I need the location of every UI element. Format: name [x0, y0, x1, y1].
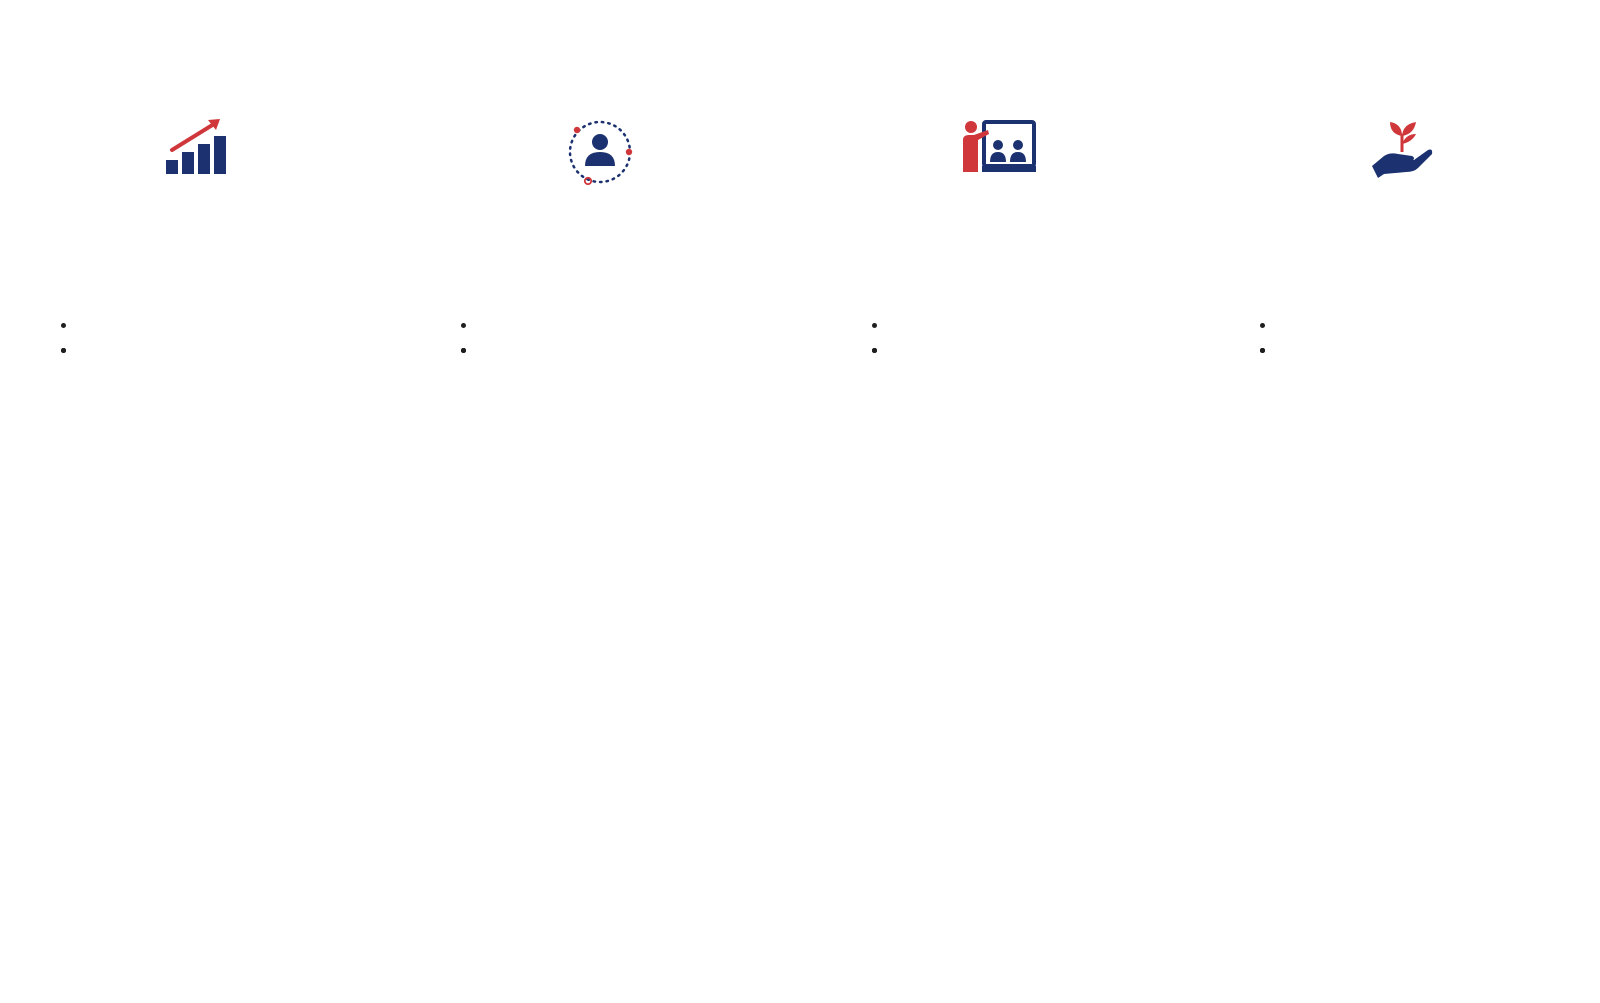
growth-chart-icon	[164, 116, 228, 178]
customer-centre-icon	[566, 118, 634, 186]
presenter-board-icon	[962, 118, 1038, 176]
pillar-item-list	[90, 312, 355, 337]
pillar-item-list	[490, 312, 748, 337]
pillar-item-list	[901, 312, 1146, 337]
hand-plant-icon	[1370, 118, 1434, 180]
pillar-item-list	[1289, 312, 1554, 337]
footer-banner	[9, 932, 1591, 989]
